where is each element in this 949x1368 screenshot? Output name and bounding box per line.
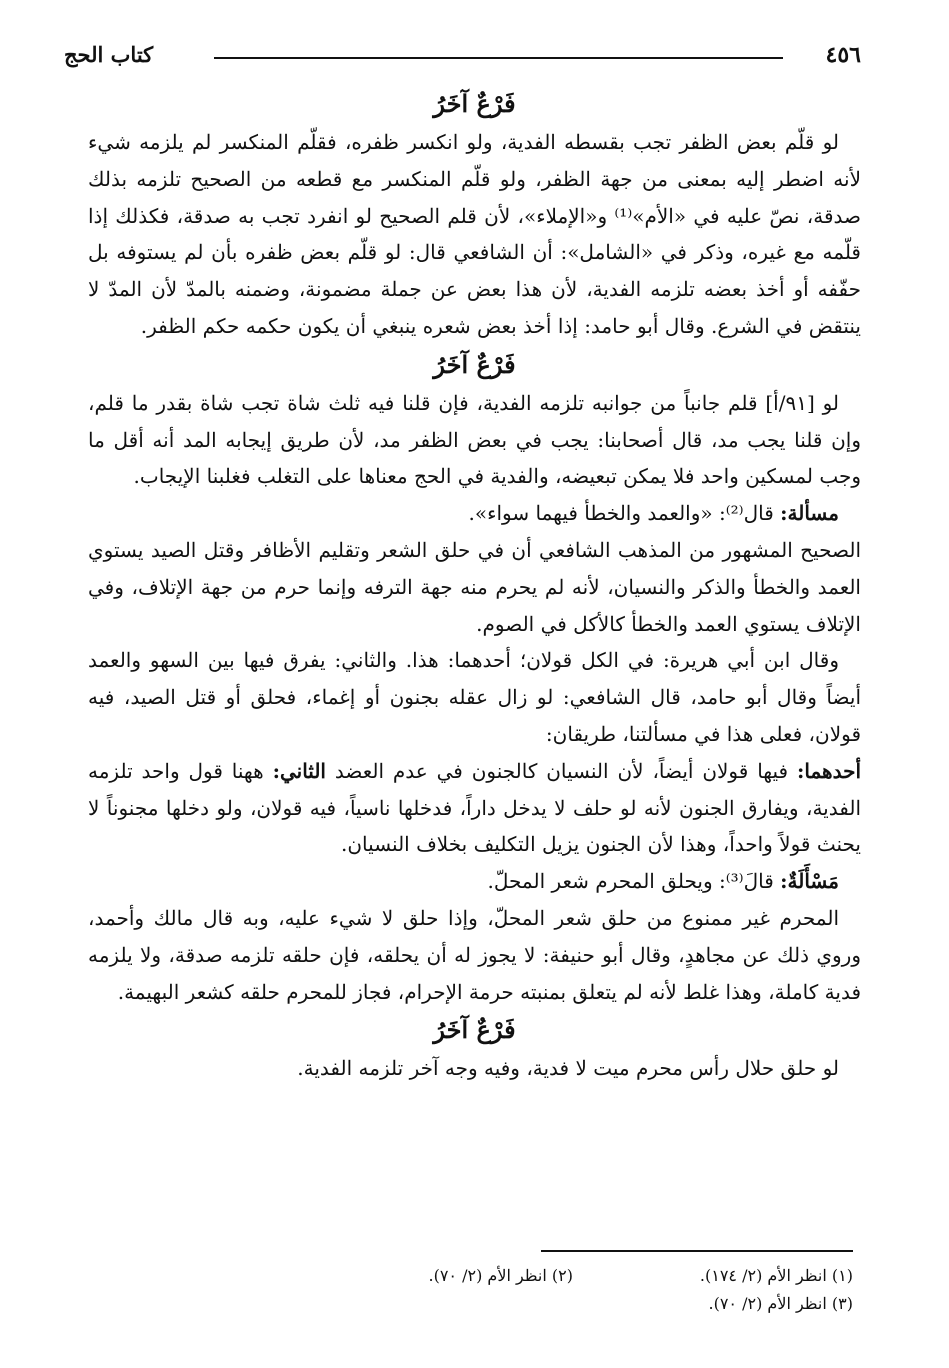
running-header — [64, 40, 861, 70]
footnote: (١) انظر الأم (٢/ ١٧٤). — [699, 1266, 853, 1285]
paragraph: لو [٩١/أ] قلم جانباً من جوانبه تلزمه الفدية، فإن قلنا فيه ثلث شاة تجب شاة بقدر ما قلم، وإن قلنا يجب مد، قال أصحابنا: يجب في بعض الظفر مد، لأن طريق إيجابه المد أنه أقل ما وجب لمسكين واحد فلا يمكن تبعيضه، والفدية في الحج معناها على التغلب فغلبنا الإيجاب. — [88, 390, 861, 489]
section-heading: فَرْعٌ آخَرُ — [433, 349, 516, 379]
running-title: كتاب الحج — [64, 42, 154, 67]
section-heading: فَرْعٌ آخَرُ — [433, 1015, 516, 1045]
footnote: (٢) انظر الأم (٢/ ٧٠). — [428, 1266, 573, 1285]
paragraph: لو قلّم بعض الظفر تجب بقسطه الفدية، ولو انكسر ظفره، فقلّم المنكسر لم يلزمه شيء لأنه اضطر إليه بمعنى من جهة الظفر، ولو قلّم المنكسر مع قطعه من الصحيح تلزمه بذلك صدقة، نصّ عليه في «الأم»⁽¹⁾ و«الإملاء»، لأن قلم الصحيح لو انفرد تجب به صدقة، فكذلك إذا قلّمه مع غيره، وذكر في «الشامل»: أن الشافعي قال: لو قلّم بعض ظفره بأن لم يستوفه بل حفّفه أو أخذ بعضه تلزمه الفدية، لأن هذا بعض عن جملة مضمونة، وضمنه بالمدّ لأن المدّ لا ينتقض في الشرع. وقال أبو حامد: إذا أخذ بعض شعره ينبغي أن يكون حكمه حكم الظفر. — [88, 130, 861, 338]
masala-text: قال⁽²⁾: «والعمد والخطأ فيهما سواء». — [468, 501, 781, 526]
page-number: ٤٥٦ — [825, 42, 861, 68]
paragraph — [88, 753, 861, 863]
second-opinion-text: ههنا قول واحد تلزمه الفدية، ويفارق الجنون لأنه لو حلف لا يدخل داراً، فدخلها ناسياً، فيه قولان، ولو دخلها مجنوناً لا يحنث قولاً واحداً، وهذا لأن الجنون يزيل التكليف بخلاف النسيان. — [88, 758, 861, 857]
first-opinion-label: أحدهما: — [797, 758, 862, 783]
paragraph: وقال ابن أبي هريرة: في الكل قولان؛ أحدهما: هذا. والثاني: يفرق فيها بين السهو والعمد أيضاً وقال أبو حامد، قال الشافعي: لو زال عقله بجنون أو إغماء، فحلق أو قتل الصيد، فيه قولان، فعلى هذا في مسألتنا، طريقان: — [88, 648, 861, 746]
footnote-rule — [541, 1250, 853, 1252]
masala-text: قالَ⁽³⁾: ويحلق المحرم شعر المحلّ. — [487, 869, 781, 894]
masala-paragraph — [88, 495, 861, 532]
footnote: (٣) انظر الأم (٢/ ٧٠). — [708, 1294, 853, 1313]
footnote-row — [293, 1290, 853, 1318]
footnote-row — [293, 1262, 853, 1290]
paragraph: المحرم غير ممنوع من حلق شعر المحلّ، وإذا حلق لا شيء عليه، وبه قال مالك وأحمد، وروي ذلك عن مجاهدٍ، وقال أبو حنيفة: لا يجوز له أن يحلقه، فإن حلقه تلزمه صدقة، ولا يلزمه فدية كاملة، وهذا غلط لأنه لم يتعلق بمنبته حرمة الإحرام، فجاز للمحرم حلقه كشعر البهيمة. — [88, 905, 861, 1004]
first-opinion-text: فيها قولان أيضاً، لأن النسيان كالجنون في عدم العضد — [325, 758, 797, 783]
paragraph: الصحيح المشهور من المذهب الشافعي أن في حلق الشعر وتقليم الأظافر وقتل الصيد يستوي العمد والخطأ والذكر والنسيان، لأنه لم يحرم منه جهة الترفه وإنما حرم من جهة الإتلاف، وفي الإتلاف يستوي العمد والخطأ كالأكل في الصوم. — [88, 537, 861, 636]
body-text — [88, 84, 861, 1087]
paragraph: لو حلق حلال رأس محرم ميت لا فدية، وفيه وجه آخر تلزمه الفدية. — [297, 1056, 839, 1081]
masala-label: مسألة: — [780, 501, 839, 526]
footnotes — [293, 1262, 853, 1318]
header-rule — [214, 57, 783, 59]
section-heading: فَرْعٌ آخَرُ — [433, 89, 516, 118]
masala-label: مَسْأَلَةٌ: — [780, 869, 839, 894]
second-opinion-label: الثاني: — [272, 758, 326, 783]
masala-paragraph — [88, 863, 861, 900]
